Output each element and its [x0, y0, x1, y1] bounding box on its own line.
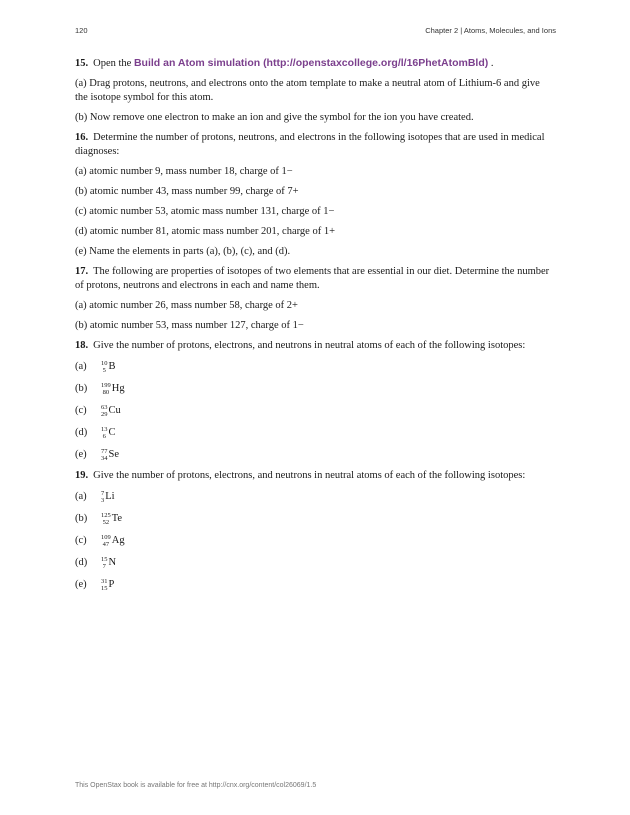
isotope-item — [75, 489, 555, 505]
element-symbol: Se — [108, 449, 119, 460]
isotope-item — [75, 447, 555, 463]
question-lead: Open the — [93, 58, 134, 69]
page-footer: This OpenStax book is available for free at http://cnx.org/content/col26069/1.5 — [75, 782, 317, 789]
question-text: Give the number of protons, electrons, and neutrons in neutral atoms of each of the following isotopes: — [93, 470, 526, 481]
nuclide-symbol — [101, 578, 114, 592]
nuclide-symbol — [101, 448, 119, 462]
nuclide-symbol — [101, 360, 116, 374]
exercise-content — [75, 56, 555, 599]
nuclide-symbol — [101, 534, 125, 548]
atomic-number: 34 — [101, 455, 108, 462]
question-15 — [75, 56, 555, 71]
isotope-label: (d) — [75, 557, 88, 568]
atomic-number: 6 — [102, 433, 106, 440]
isotope-item — [75, 577, 555, 593]
isotope-item — [75, 403, 555, 419]
mass-number: 15 — [101, 556, 108, 563]
mass-number: 125 — [101, 512, 111, 519]
element-symbol: Li — [105, 491, 115, 502]
question-part: (a) atomic number 26, mass number 58, charge of 2+ — [75, 300, 298, 311]
isotope-item — [75, 511, 555, 527]
mass-number: 13 — [101, 426, 108, 433]
isotope-label: (e) — [75, 449, 87, 460]
nuclide-symbol — [101, 404, 121, 418]
mass-number: 199 — [101, 382, 111, 389]
atomic-number: 29 — [101, 411, 108, 418]
mass-number: 7 — [101, 490, 105, 497]
atomic-number: 3 — [101, 497, 105, 504]
atomic-number: 80 — [102, 389, 110, 396]
isotope-label: (b) — [75, 383, 88, 394]
mass-number: 77 — [101, 448, 108, 455]
question-17 — [75, 265, 555, 293]
nuclide-symbol — [101, 382, 125, 396]
isotope-item — [75, 555, 555, 571]
element-symbol: Hg — [111, 383, 125, 394]
mass-number: 63 — [101, 404, 108, 411]
isotope-label: (c) — [75, 405, 87, 416]
mass-number: 10 — [101, 360, 108, 367]
atomic-number: 52 — [102, 519, 110, 526]
element-symbol: P — [108, 579, 115, 590]
question-text: Determine the number of protons, neutrons, and electrons in the following isotopes that are used in medical diagnoses: — [75, 132, 545, 157]
isotope-item — [75, 425, 555, 441]
element-symbol: C — [108, 427, 116, 438]
isotope-label: (b) — [75, 513, 88, 524]
question-part: (a) Drag protons, neutrons, and electrons onto the atom template to make a neutral atom of Lithium-6 and give the isotope symbol for this atom. — [75, 78, 540, 103]
nuclide-symbol — [101, 426, 116, 440]
question-part: (c) atomic number 53, atomic mass number 131, charge of 1− — [75, 206, 335, 217]
question-19 — [75, 469, 555, 483]
element-symbol: B — [108, 361, 116, 372]
mass-number: 109 — [101, 534, 111, 541]
question-part: (b) Now remove one electron to make an ion and give the symbol for the ion you have created. — [75, 112, 474, 123]
question-number: 17. — [75, 266, 89, 277]
question-number: 16. — [75, 132, 89, 143]
question-number: 19. — [75, 470, 89, 481]
question-18 — [75, 339, 555, 353]
atomic-number: 5 — [102, 367, 106, 374]
nuclide-symbol — [101, 512, 122, 526]
isotope-label: (a) — [75, 491, 87, 502]
element-symbol: Te — [111, 513, 123, 524]
atomic-number: 7 — [102, 563, 106, 570]
question-part: (b) atomic number 53, mass number 127, charge of 1− — [75, 320, 304, 331]
atomic-number: 47 — [102, 541, 110, 548]
question-16 — [75, 131, 555, 159]
question-number: 18. — [75, 340, 89, 351]
page-header — [75, 26, 556, 35]
nuclide-symbol — [101, 556, 116, 570]
question-text: Give the number of protons, electrons, and neutrons in neutral atoms of each of the following isotopes: — [93, 340, 526, 351]
question-number: 15. — [75, 58, 89, 69]
question-part: (b) atomic number 43, mass number 99, charge of 7+ — [75, 186, 299, 197]
element-symbol: N — [108, 557, 117, 568]
question-part: (d) atomic number 81, atomic mass number 201, charge of 1+ — [75, 226, 335, 237]
mass-number: 31 — [101, 578, 108, 585]
isotope-item — [75, 381, 555, 397]
chapter-title: Chapter 2 | Atoms, Molecules, and Ions — [425, 26, 556, 35]
isotope-label: (e) — [75, 579, 87, 590]
simulation-link[interactable]: Build an Atom simulation (http://openstaxcollege.org/l/16PhetAtomBld) — [133, 57, 489, 69]
question-trail: . — [488, 58, 494, 69]
question-part: (a) atomic number 9, mass number 18, charge of 1− — [75, 166, 293, 177]
page-number: 120 — [75, 26, 88, 35]
isotope-item — [75, 359, 555, 375]
element-symbol: Ag — [111, 535, 125, 546]
isotope-label: (c) — [75, 535, 87, 546]
element-symbol: Cu — [108, 405, 121, 416]
question-part: (e) Name the elements in parts (a), (b), (c), and (d). — [75, 246, 291, 257]
isotope-label: (a) — [75, 361, 87, 372]
question-text: The following are properties of isotopes of two elements that are essential in our diet. Determine the number of protons, neutrons and electrons in each and name them. — [75, 266, 550, 291]
nuclide-symbol — [101, 490, 115, 504]
isotope-label: (d) — [75, 427, 88, 438]
atomic-number: 15 — [101, 585, 108, 592]
isotope-item — [75, 533, 555, 549]
